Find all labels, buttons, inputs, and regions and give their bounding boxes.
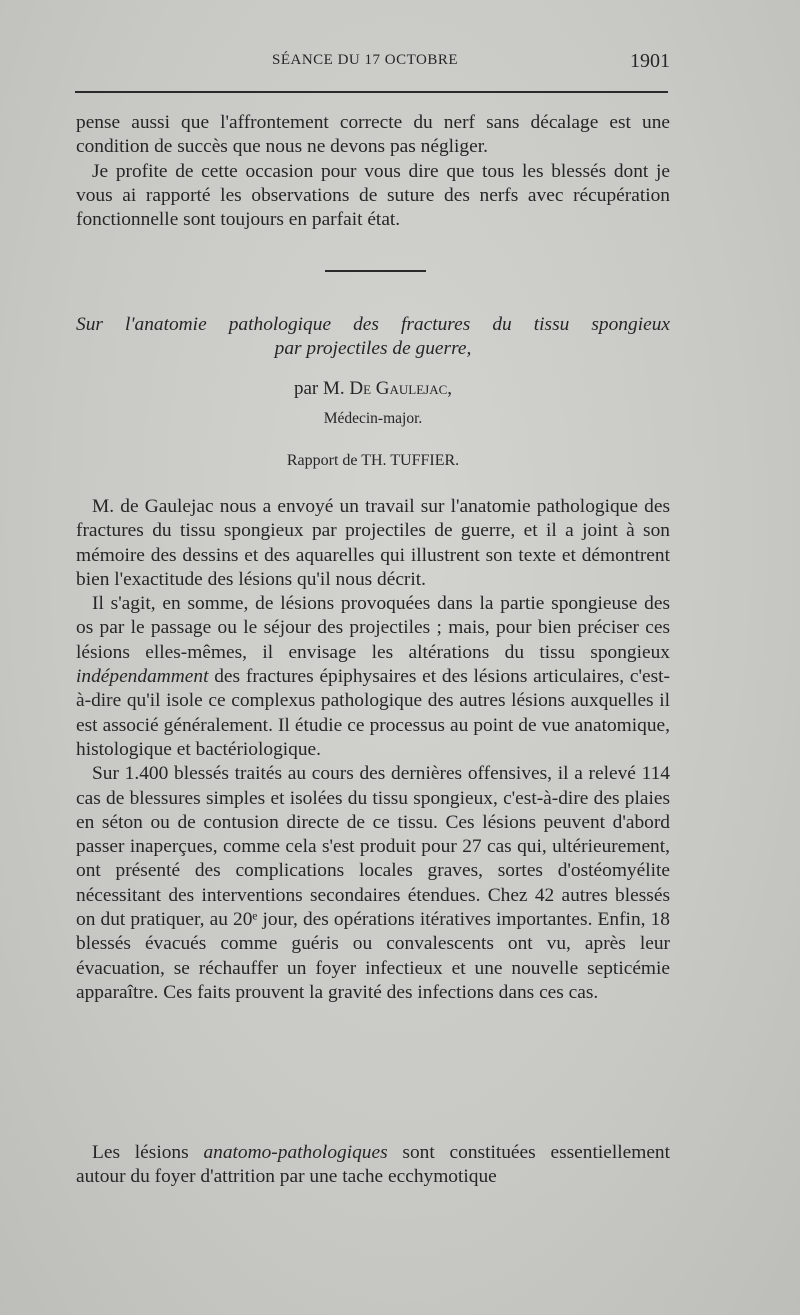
body-paragraph-4-a: Les lésions (92, 1142, 204, 1163)
body-paragraph-2-em: indépendamment (76, 666, 209, 688)
page-number: 1901 (630, 50, 670, 72)
intro-text (76, 111, 670, 232)
article-body (76, 495, 670, 1005)
running-header (76, 52, 670, 76)
article-title (76, 313, 670, 362)
intro-paragraph-1: pense aussi que l'affrontement correcte du nerf sans décalage est une condition de succès que nous ne devons pas négliger. (76, 112, 670, 158)
body-paragraph-2-b: des fractures épiphysaires et des lésions articulaires, c'est-à-dire qu'il isole ce complexus pathologique des autres lésions auxquelles il est associé généralement. Il étudie ce processus au point de vue anatomique, histologique et bactériologique. (76, 666, 670, 760)
article-body-continued (76, 1141, 670, 1190)
article-title-line-1: Sur l'anatomie pathologique des fractures du tissu spongieux (76, 314, 670, 335)
running-title: SÉANCE DU 17 OCTOBRE (272, 52, 458, 68)
body-paragraph-1: M. de Gaulejac nous a envoyé un travail sur l'anatomie pathologique des fractures du tissu spongieux par projectiles de guerre, et il a joint à son mémoire des dessins et des aquarelles qui illustrent son texte et démontrent bien l'exactitude des lésions qu'il nous décrit. (76, 496, 670, 590)
article-title-line-2: par projectiles de guerre, (274, 338, 472, 360)
intro-paragraph-2: Je profite de cette occasion pour vous dire que tous les blessés dont je vous ai rapporté les observations de suture des nerfs avec récupération fonctionnelle sont toujours en parfait état. (76, 160, 670, 231)
rapport-line: Rapport de TH. TUFFIER. (286, 452, 460, 469)
body-paragraph-4-em: anatomo-pathologiques (203, 1142, 388, 1163)
section-separator (325, 270, 426, 272)
body-paragraph-2 (76, 592, 670, 762)
body-paragraph-2-a: Il s'agit, en somme, de lésions provoquées dans la partie spongieuse des os par le passage ou le séjour des projectiles ; mais, pour bien préciser ces lésions elles-mêmes, il envisage les altérations du tissu spongieux (76, 593, 670, 663)
body-paragraph-4 (76, 1141, 670, 1190)
header-rule (75, 91, 668, 93)
body-paragraph-3: Sur 1.400 blessés traités au cours des dernières offensives, il a relevé 114 cas de blessures simples et isolées du tissu spongieux, c'est-à-dire des plaies en séton ou de contusion directe de ce tissu. Ces lésions peuvent d'abord passer inaperçues, comme cela s'est produit pour 27 cas qui, ultérieurement, ont présenté des complications locales graves, sortes d'ostéomyélite nécessitant des interventions secondaires étendues. Chez 42 autres blessés on dut pratiquer, au 20ᵉ jour, des opérations itératives importantes. Enfin, 18 blessés évacués comme guéris ou convalescents ont vu, après leur évacuation, se réchauffer un foyer infectieux et une nouvelle septicémie apparaître. Ces faits prouvent la gravité des infections dans ces cas. (76, 763, 670, 1003)
article-author (76, 378, 670, 400)
author-prefix: par M. (293, 378, 345, 399)
body-paragraph-4-b: sont constituées essentiellement autour du foyer d'attrition par une tache ecchymotique (76, 1142, 671, 1188)
author-name: De Gaulejac, (349, 378, 453, 399)
author-role: Médecin-major. (323, 410, 423, 427)
